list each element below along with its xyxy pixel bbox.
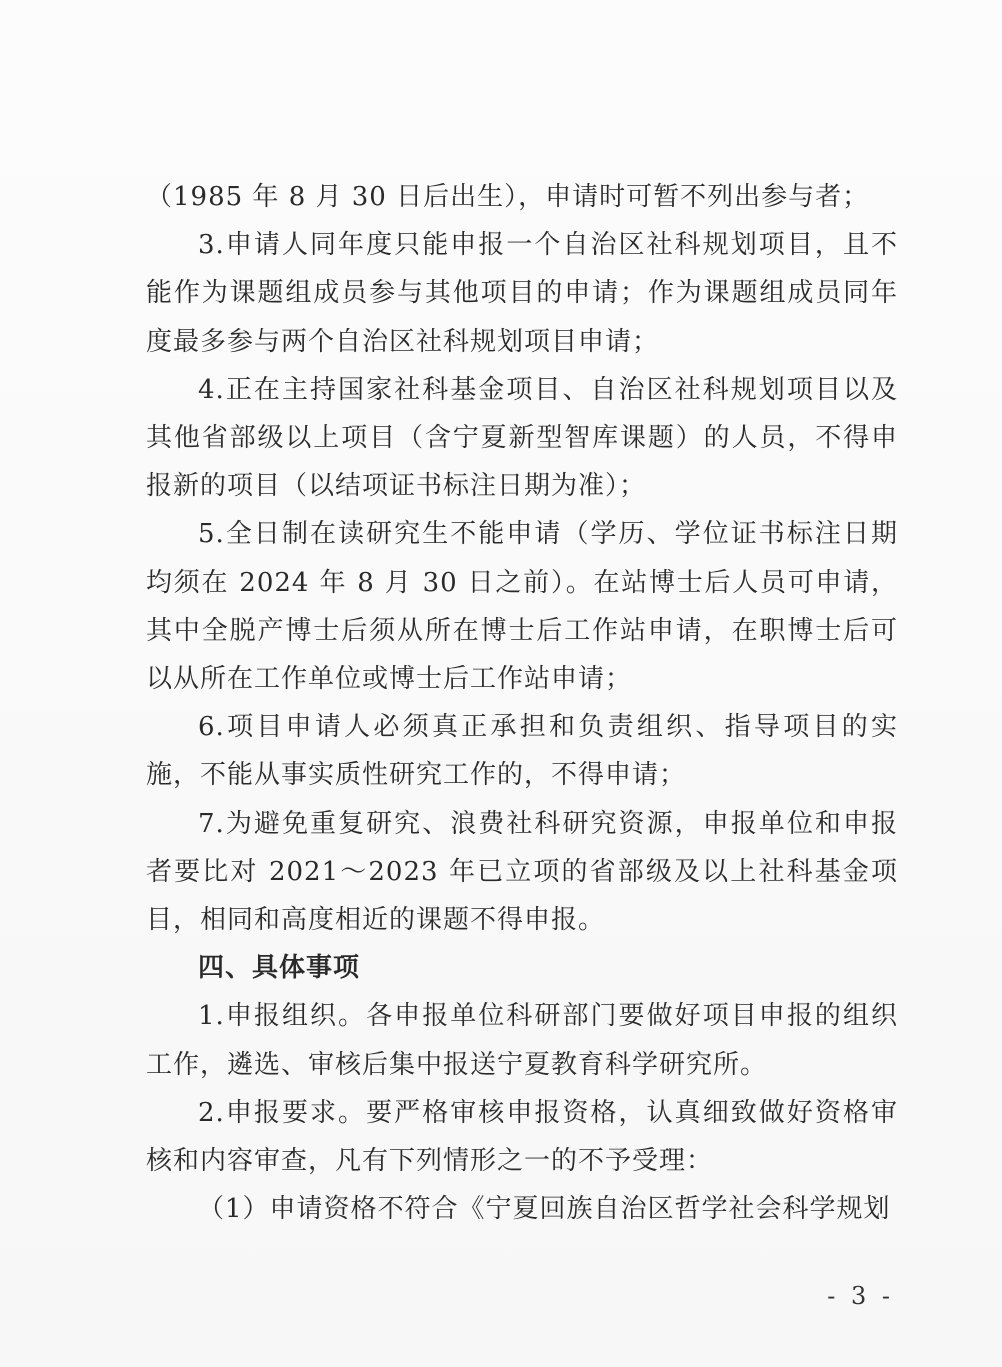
page-number: - 3 -	[827, 1282, 894, 1310]
paragraph-continuation: （1985 年 8 月 30 日后出生），申请时可暂不列出参与者；	[146, 182, 870, 212]
paragraph-item-3: 3.申请人同年度只能申报一个自治区社科规划项目，且不能作为课题组成员参与其他项目的申请；作为课题组成员同年度最多参与两个自治区社科规划项目申请；	[146, 230, 898, 357]
paragraph-item-5: 5.全日制在读研究生不能申请（学历、学位证书标注日期均须在 2024 年 8 月 30 日之前）。在站博士后人员可申请，其中全脱产博士后须从所在博士后工作站申请，在职博士后可以从所在工作单位或博士后工作站申请；	[146, 519, 898, 695]
document-body	[146, 173, 898, 1233]
paragraph-item-4: 4.正在主持国家社科基金项目、自治区社科规划项目以及其他省部级以上项目（含宁夏新型智库课题）的人员，不得申报新的项目（以结项证书标注日期为准）；	[146, 374, 898, 502]
section-paragraph-3: （1）申请资格不符合《宁夏回族自治区哲学社会科学规划	[198, 1194, 891, 1225]
paragraph-item-7: 7.为避免重复研究、浪费社科研究资源，申报单位和申报者要比对 2021～2023 年已立项的省部级及以上社科基金项目，相同和高度相近的课题不得申报。	[146, 808, 898, 936]
section-paragraph-1: 1.申报组织。各申报单位科研部门要做好项目申报的组织工作，遴选、审核后集中报送宁夏教育科学研究所。	[146, 1001, 898, 1080]
paragraph-item-6: 6.项目申请人必须真正承担和负责组织、指导项目的实施，不能从事实质性研究工作的，不得申请；	[146, 712, 898, 791]
section-heading: 四、具体事项	[198, 953, 361, 984]
section-paragraph-2: 2.申报要求。要严格审核申报资格，认真细致做好资格审核和内容审查，凡有下列情形之一的不予受理：	[146, 1097, 898, 1177]
